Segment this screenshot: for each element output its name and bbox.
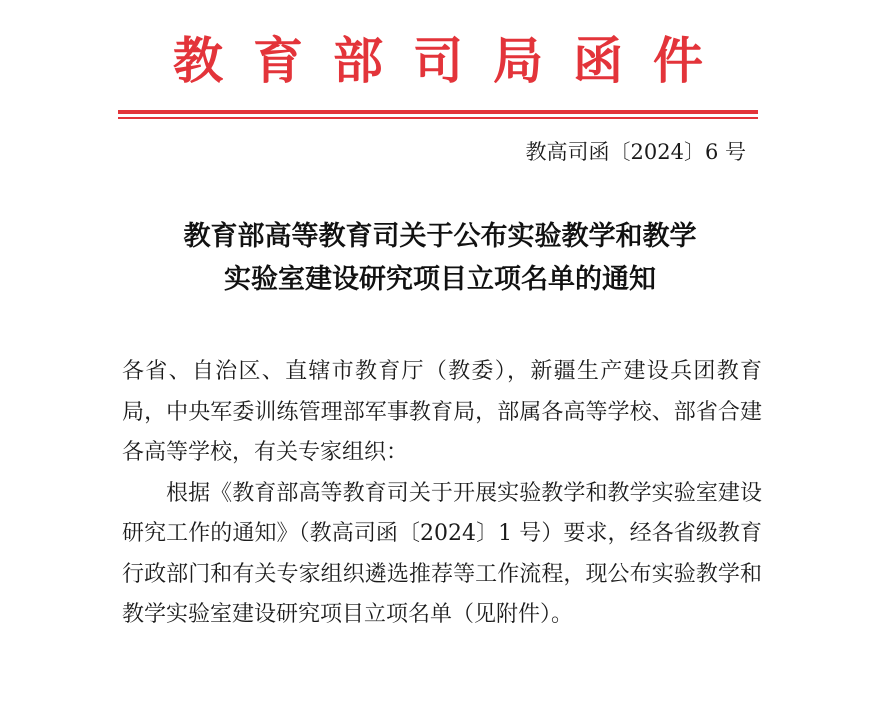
salutation: 各省、自治区、直辖市教育厅（教委），新疆生产建设兵团教育局，中央军委训练管理部军事教育局，部属各高等学校、部省合建各高等学校，有关专家组织： bbox=[122, 359, 762, 465]
notice-title bbox=[100, 215, 780, 301]
document-number: 教高司函〔2024〕6 号 bbox=[525, 140, 746, 164]
red-rule-thin bbox=[118, 117, 758, 119]
notice-body bbox=[122, 352, 762, 636]
masthead-title: 教育部司局函件 bbox=[173, 31, 733, 90]
notice-title-line-2: 实验室建设研究项目立项名单的通知 bbox=[224, 264, 656, 295]
red-rule-thick bbox=[118, 110, 758, 114]
notice-title-line-1: 教育部高等教育司关于公布实验教学和教学 bbox=[183, 221, 697, 252]
paragraph-1: 根据《教育部高等教育司关于开展实验教学和教学实验室建设研究工作的通知》（教高司函〔2024〕1 号）要求，经各省级教育行政部门和有关专家组织遴选推荐等工作流程，现公布实验教学和教学实验室建设研究项目立项名单（见附件）。 bbox=[122, 480, 762, 627]
